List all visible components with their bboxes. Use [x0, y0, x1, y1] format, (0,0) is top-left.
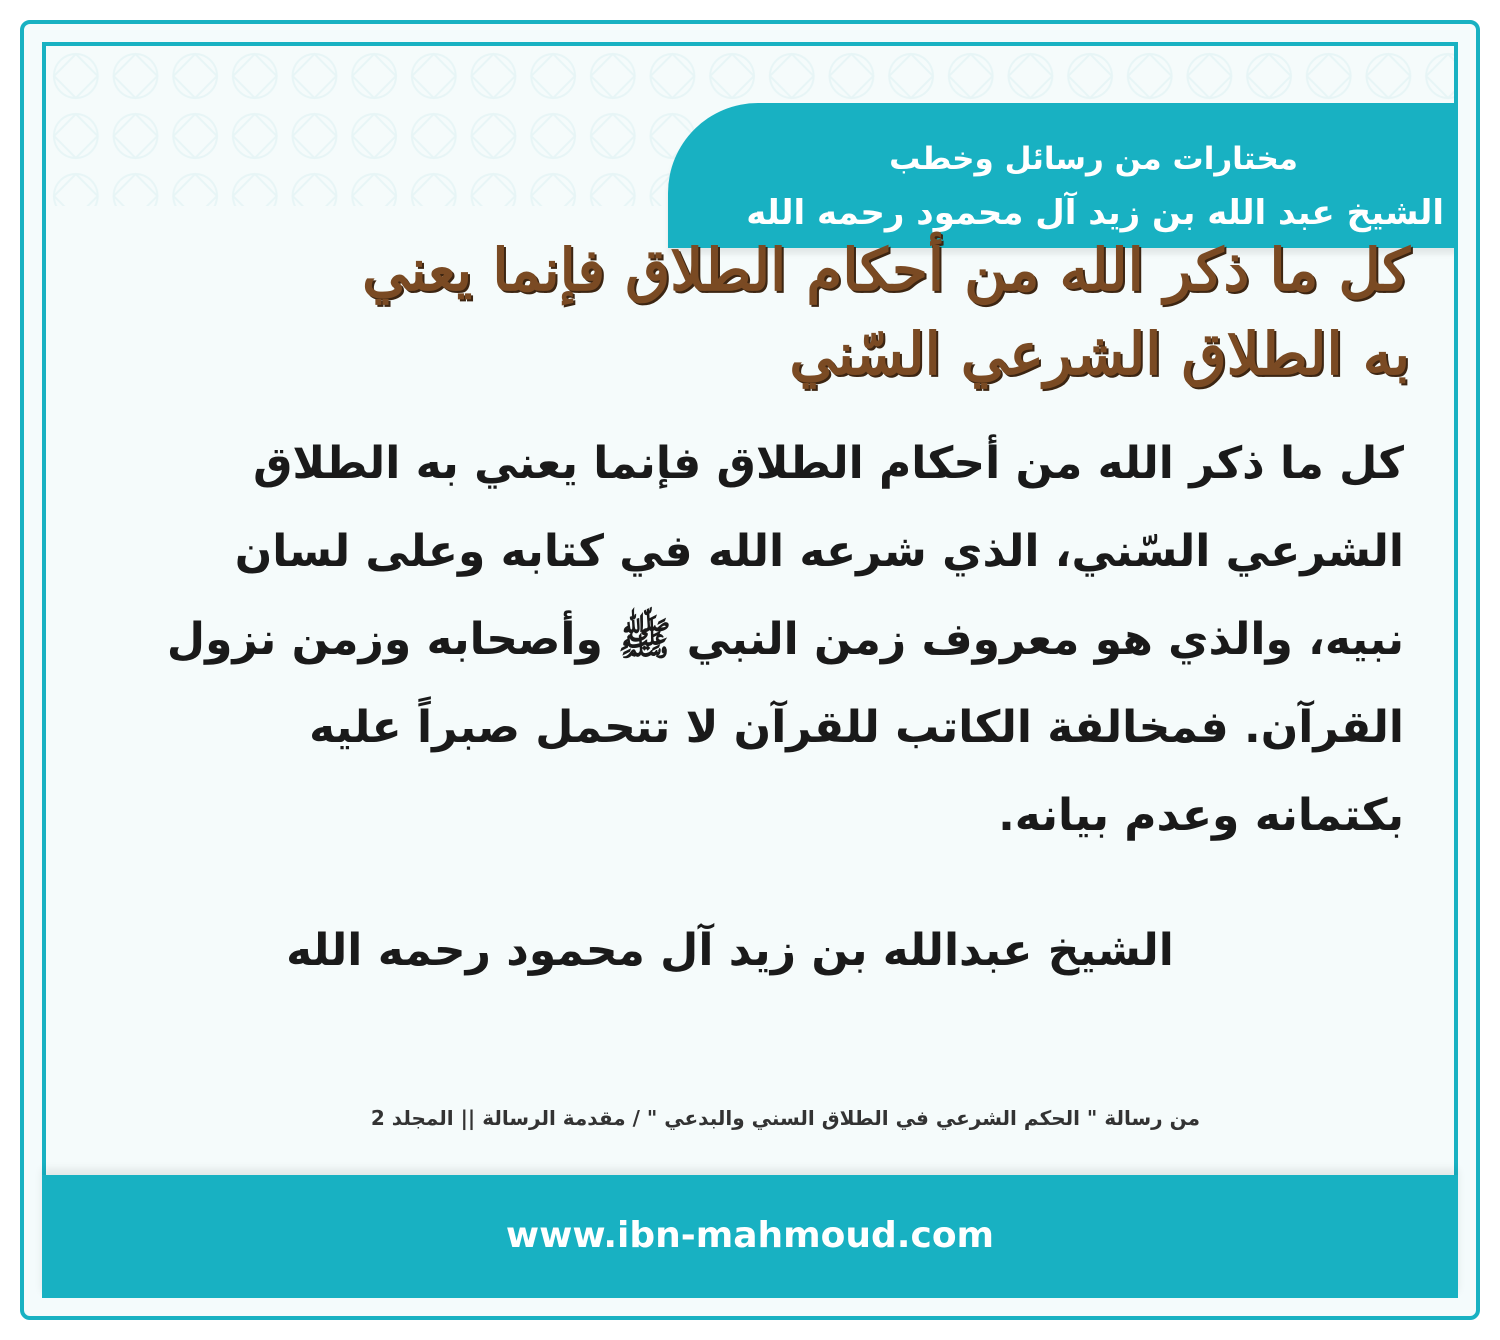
source-citation: من رسالة " الحكم الشرعي في الطلاق السني والبدعي " / مقدمة الرسالة || المجلد 2 [370, 1106, 1200, 1130]
quote-title-line2: به الطلاق الشرعي السّني [789, 320, 1410, 388]
header-subtitle: مختارات من رسائل وخطب [889, 141, 1298, 177]
website-link[interactable]: www.ibn-mahmoud.com [505, 1215, 995, 1256]
quote-body: كل ما ذكر الله من أحكام الطلاق فإنما يعني به الطلاق الشرعي السّني، الذي شرعه الله في كتابه وعلى لسان نبيه، والذي هو معروف زمن النبي ﷺ وأصحابه وزمن نزول القرآن. فمخالفة الكاتب للقرآن لا تتحمل صبراً عليه بكتمانه وعدم بيانه. [166, 438, 1404, 841]
quote-title-line1: كل ما ذكر الله من أحكام الطلاق فإنما يعني [362, 236, 1410, 304]
author-signature: الشيخ عبدالله بن زيد آل محمود رحمه الله [286, 925, 1174, 976]
header-banner [668, 103, 1458, 248]
quote-title [40, 228, 1410, 396]
footer-bar [42, 1175, 1458, 1298]
header-title: الشيخ عبد الله بن زيد آل محمود رحمه الله [746, 193, 1444, 233]
